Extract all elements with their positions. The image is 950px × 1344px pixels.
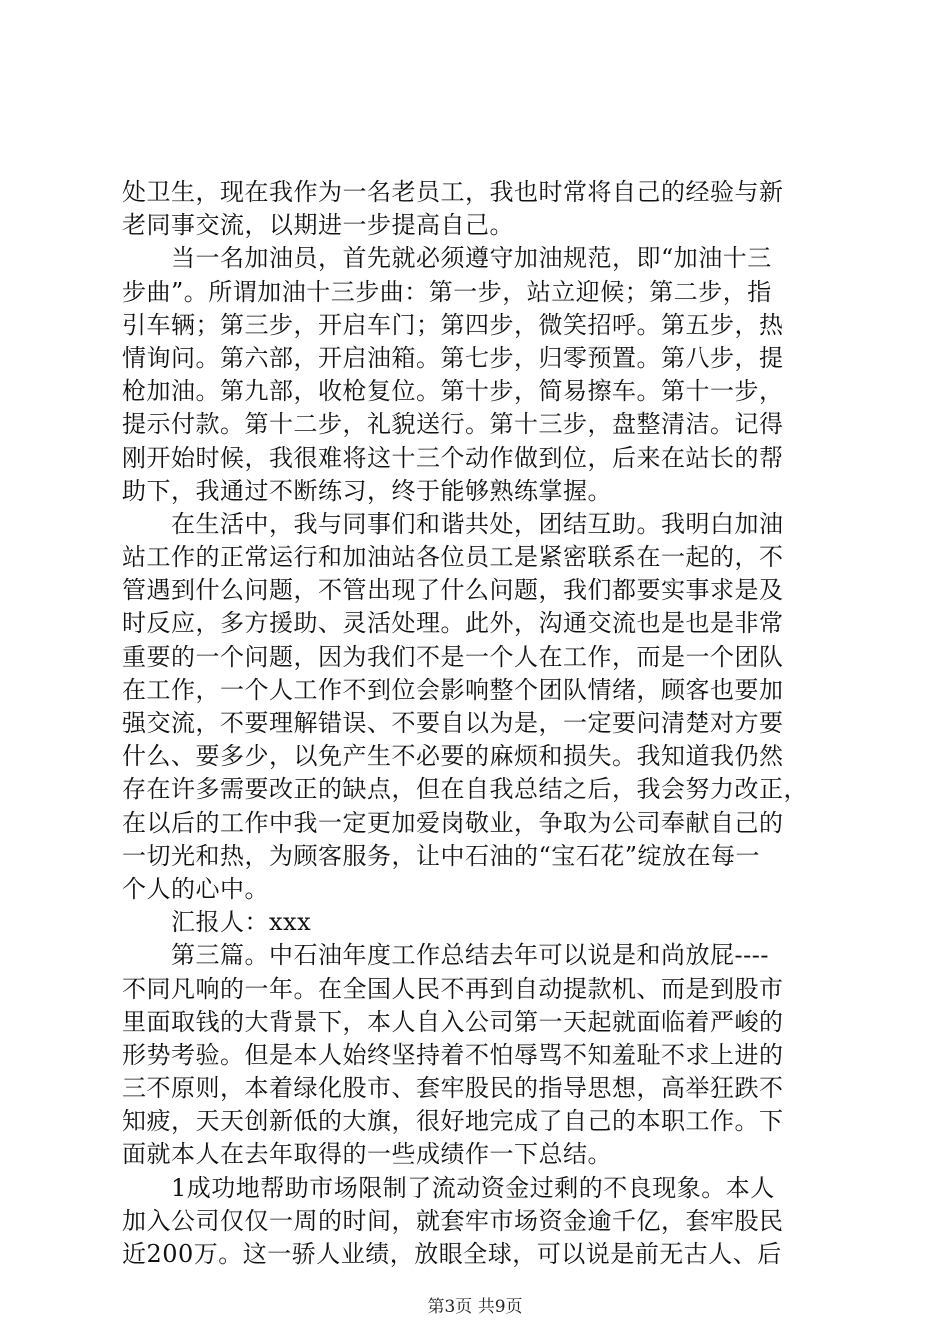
page-footer: 第3页 共9页 [427, 1297, 523, 1317]
text-line: 当一名加油员，首先就必须遵守加油规范，即“加油十三 [122, 244, 772, 273]
text-line: 时反应，多方援助、灵活处理。此外，沟通交流也是也是非常 [122, 609, 784, 638]
reporter-line: 汇报人：xxx [122, 908, 312, 937]
text-line: 情询问。第六部，开启油箱。第七步，归零预置。第八步，提 [122, 343, 784, 372]
text-line: 什么、要多少，以免产生不必要的麻烦和损失。我知道我仍然 [122, 742, 784, 771]
text-line: 一切光和热，为顾客服务，让中石油的“宝石花”绽放在每一 [122, 841, 761, 870]
text-line: 老同事交流，以期进一步提高自己。 [122, 211, 514, 240]
text-line: 提示付款。第十二步，礼貌送行。第十三步，盘整清洁。记得 [122, 410, 784, 439]
text-line: 不同凡响的一年。在全国人民不再到自动提款机、而是到股市 [122, 974, 784, 1003]
text-line: 刚开始时候，我很难将这十三个动作做到位，后来在站长的帮 [122, 443, 784, 472]
text-line: 在工作，一个人工作不到位会影响整个团队情绪，顾客也要加 [122, 675, 784, 704]
text-line: 面就本人在去年取得的一些成绩作一下总结。 [122, 1140, 612, 1169]
body-text [122, 176, 828, 1271]
text-line: 形势考验。但是本人始终坚持着不怕辱骂不知羞耻不求上进的 [122, 1040, 784, 1069]
text-line: 管遇到什么问题，不管出现了什么问题，我们都要实事求是及 [122, 576, 784, 605]
text-line: 强交流，不要理解错误、不要自以为是，一定要问清楚对方要 [122, 709, 784, 737]
text-line: 存在许多需要改正的缺点，但在自我总结之后，我会努力改正， [122, 775, 808, 804]
text-line: 近200万。这一骄人业绩，放眼全球，可以说是前无古人、后 [122, 1240, 782, 1268]
text-line: 助下，我通过不断练习，终于能够熟练掌握。 [122, 476, 612, 505]
text-line: 里面取钱的大背景下，本人自入公司第一天起就面临着严峻的 [122, 1007, 784, 1036]
text-line: 第三篇。中石油年度工作总结去年可以说是和尚放屁---- [122, 941, 769, 970]
text-line: 步曲”。所谓加油十三步曲：第一步，站立迎候；第二步，指 [122, 277, 772, 306]
text-line: 处卫生，现在我作为一名老员工，我也时常将自己的经验与新 [122, 178, 784, 206]
text-line: 在以后的工作中我一定更加爱岗敬业，争取为公司奉献自己的 [122, 808, 784, 837]
text-line: 枪加油。第九部，收枪复位。第十步，简易擦车。第十一步， [122, 377, 784, 406]
text-line: 三不原则，本着绿化股市、套牢股民的指导思想，高举狂跌不 [122, 1074, 784, 1103]
text-line: 引车辆；第三步，开启车门；第四步，微笑招呼。第五步，热 [122, 310, 784, 339]
text-line: 站工作的正常运行和加油站各位员工是紧密联系在一起的，不 [122, 543, 784, 572]
text-line: 个人的心中。 [122, 874, 269, 903]
text-line: 重要的一个问题，因为我们不是一个人在工作，而是一个团队 [122, 642, 784, 671]
text-line: 知疲，天天创新低的大旗，很好地完成了自己的本职工作。下 [122, 1107, 784, 1136]
text-line: 加入公司仅仅一周的时间，就套牢市场资金逾千亿，套牢股民 [122, 1206, 784, 1235]
text-line: 1成功地帮助市场限制了流动资金过剩的不良现象。本人 [122, 1173, 775, 1202]
text-line: 在生活中，我与同事们和谐共处，团结互助。我明白加油 [122, 509, 784, 538]
